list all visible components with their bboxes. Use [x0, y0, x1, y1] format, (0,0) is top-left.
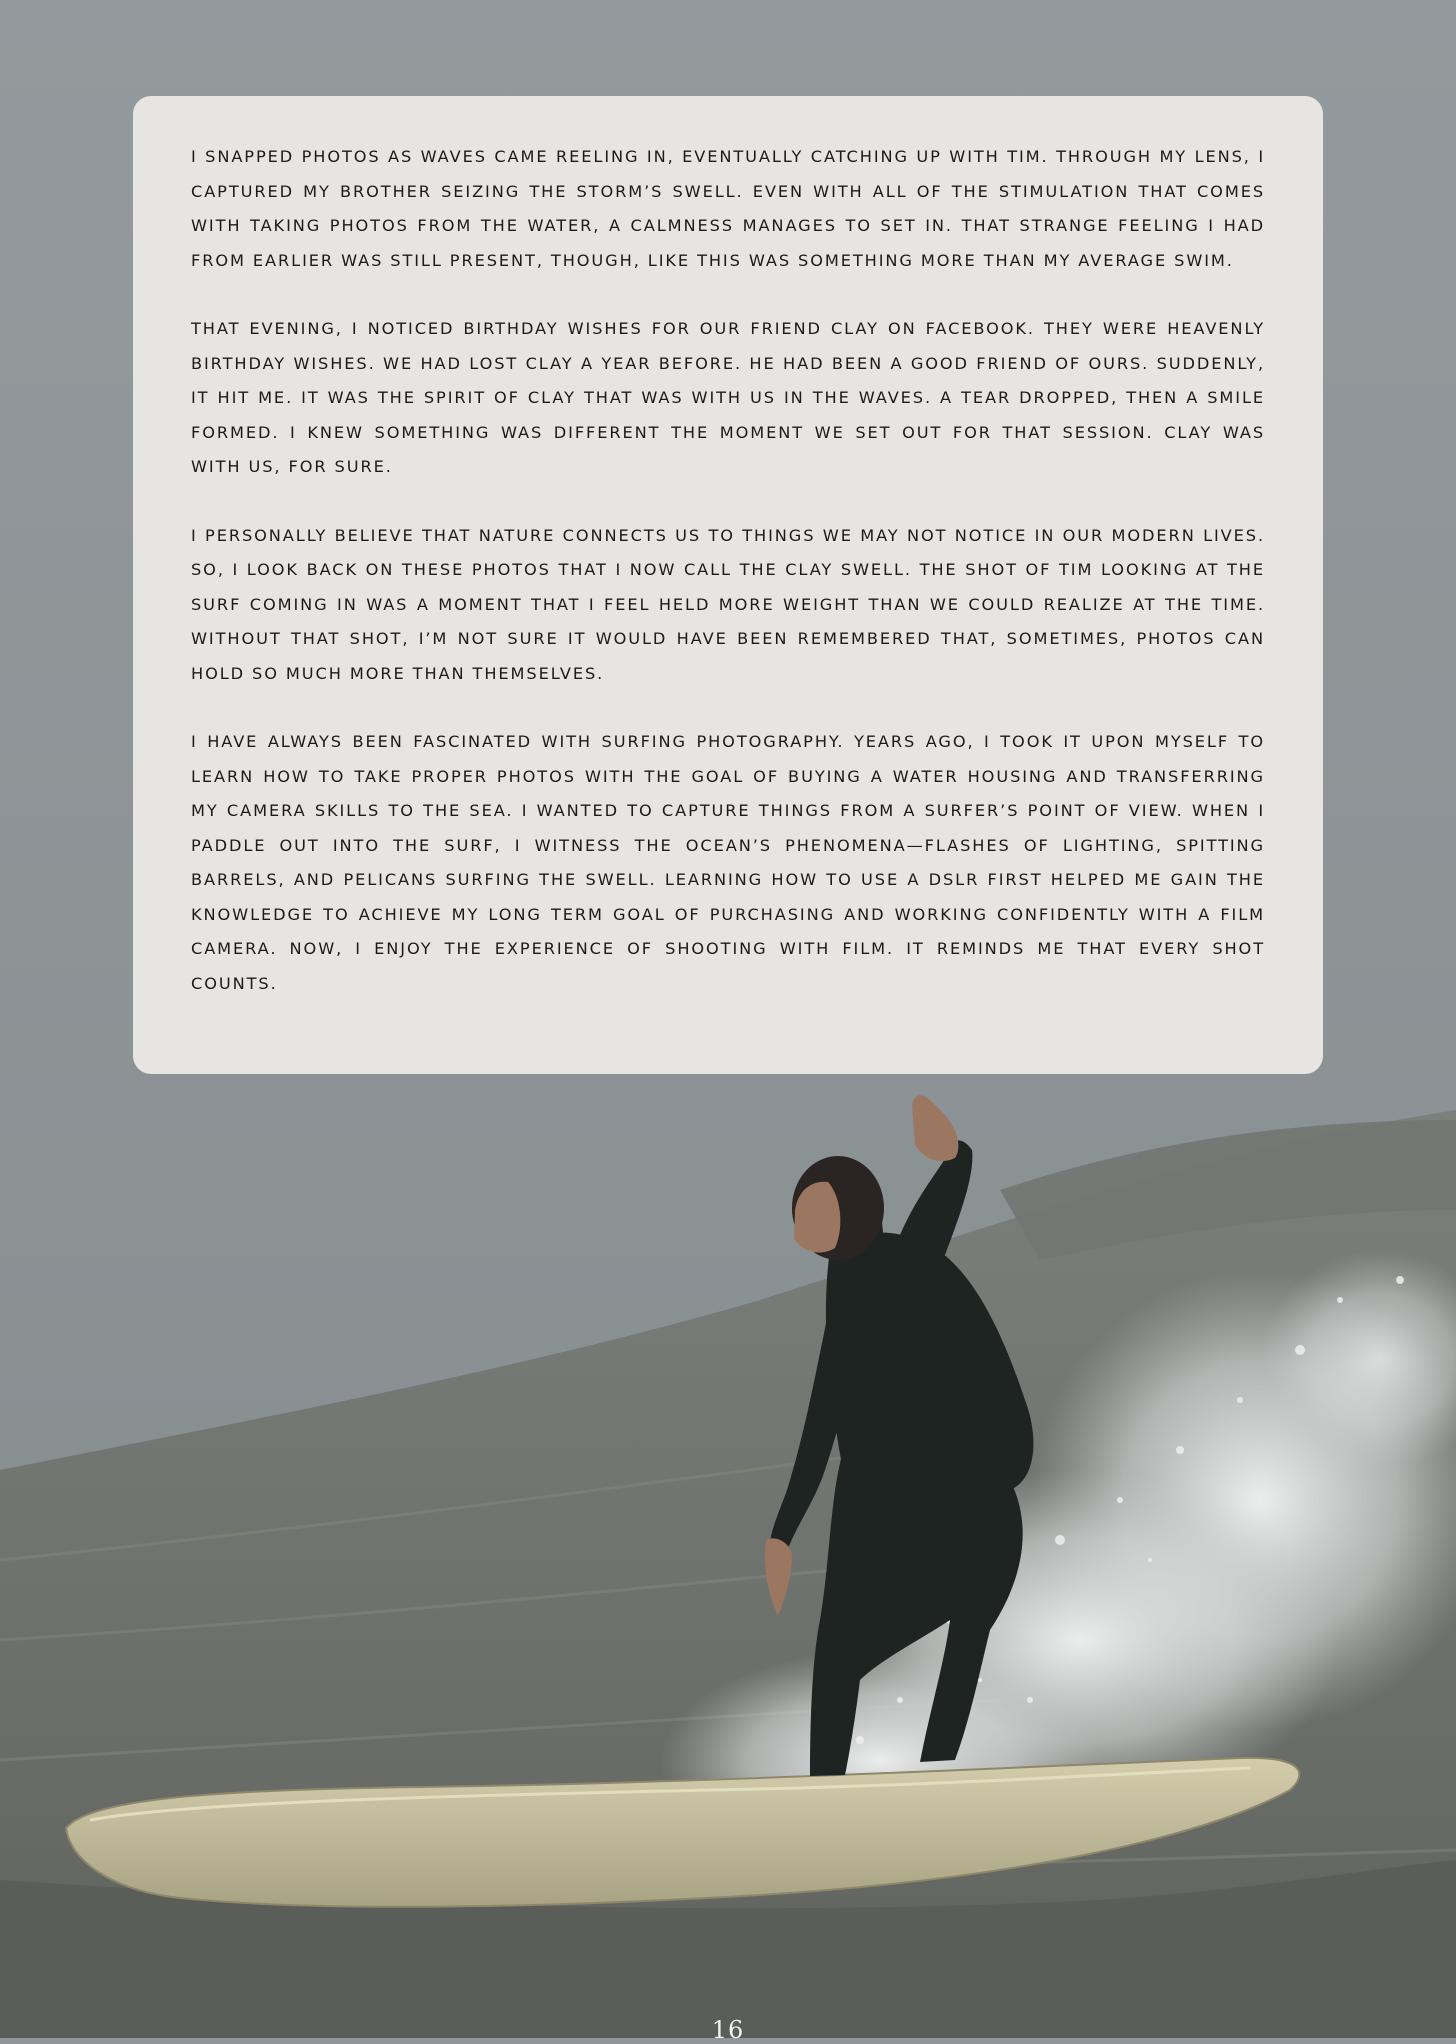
paragraph-1: I SNAPPED PHOTOS AS WAVES CAME REELING IN, EVENTUALLY CATCHING UP WITH TIM. THROUGH MY LENS, I CAPTURED MY BROTHER SEIZING THE STORM’S SWELL. EVEN WITH ALL OF THE STIMULATION THAT COMES WITH TAKING PHOTOS FROM THE WATER, A CALMNESS MANAGES TO SET IN. THAT STRANGE FEELING I HAD FROM EARLIER WAS STILL PRESENT, THOUGH, LIKE THIS WAS SOMETHING MORE THAN MY AVERAGE SWIM. [191, 147, 1265, 270]
text-panel [133, 96, 1323, 1074]
paragraph-4: I HAVE ALWAYS BEEN FASCINATED WITH SURFING PHOTOGRAPHY. YEARS AGO, I TOOK IT UPON MYSELF TO LEARN HOW TO TAKE PROPER PHOTOS WITH THE GOAL OF BUYING A WATER HOUSING AND TRANSFERRING MY CAMERA SKILLS TO THE SEA. I WANTED TO CAPTURE THINGS FROM A SURFER’S POINT OF VIEW. WHEN I PADDLE OUT INTO THE SURF, I WITNESS THE OCEAN’S PHENOMENA—FLASHES OF LIGHTING, SPITTING BARRELS, AND PELICANS SURFING THE SWELL. LEARNING HOW TO USE A DSLR FIRST HELPED ME GAIN THE KNOWLEDGE TO ACHIEVE MY LONG TERM GOAL OF PURCHASING AND WORKING CONFIDENTLY WITH A FILM CAMERA. NOW, I ENJOY THE EXPERIENCE OF SHOOTING WITH FILM. IT REMINDS ME THAT EVERY SHOT COUNTS. [191, 732, 1265, 993]
page-number: 16 [711, 2016, 745, 2044]
paragraph-3: I PERSONALLY BELIEVE THAT NATURE CONNECTS US TO THINGS WE MAY NOT NOTICE IN OUR MODERN LIVES. SO, I LOOK BACK ON THESE PHOTOS THAT I NOW CALL THE CLAY SWELL. THE SHOT OF TIM LOOKING AT THE SURF COMING IN WAS A MOMENT THAT I FEEL HELD MORE WEIGHT THAN WE COULD REALIZE AT THE TIME. WITHOUT THAT SHOT, I’M NOT SURE IT WOULD HAVE BEEN REMEMBERED THAT, SOMETIMES, PHOTOS CAN HOLD SO MUCH MORE THAN THEMSELVES. [191, 525, 1265, 683]
paragraph-2: THAT EVENING, I NOTICED BIRTHDAY WISHES FOR OUR FRIEND CLAY ON FACEBOOK. THEY WERE HEAVENLY BIRTHDAY WISHES. WE HAD LOST CLAY A YEAR BEFORE. HE HAD BEEN A GOOD FRIEND OF OURS. SUDDENLY, IT HIT ME. IT WAS THE SPIRIT OF CLAY THAT WAS WITH US IN THE WAVES. A TEAR DROPPED, THEN A SMILE FORMED. I KNEW SOMETHING WAS DIFFERENT THE MOMENT WE SET OUT FOR THAT SESSION. CLAY WAS WITH US, FOR SURE. [191, 319, 1265, 476]
